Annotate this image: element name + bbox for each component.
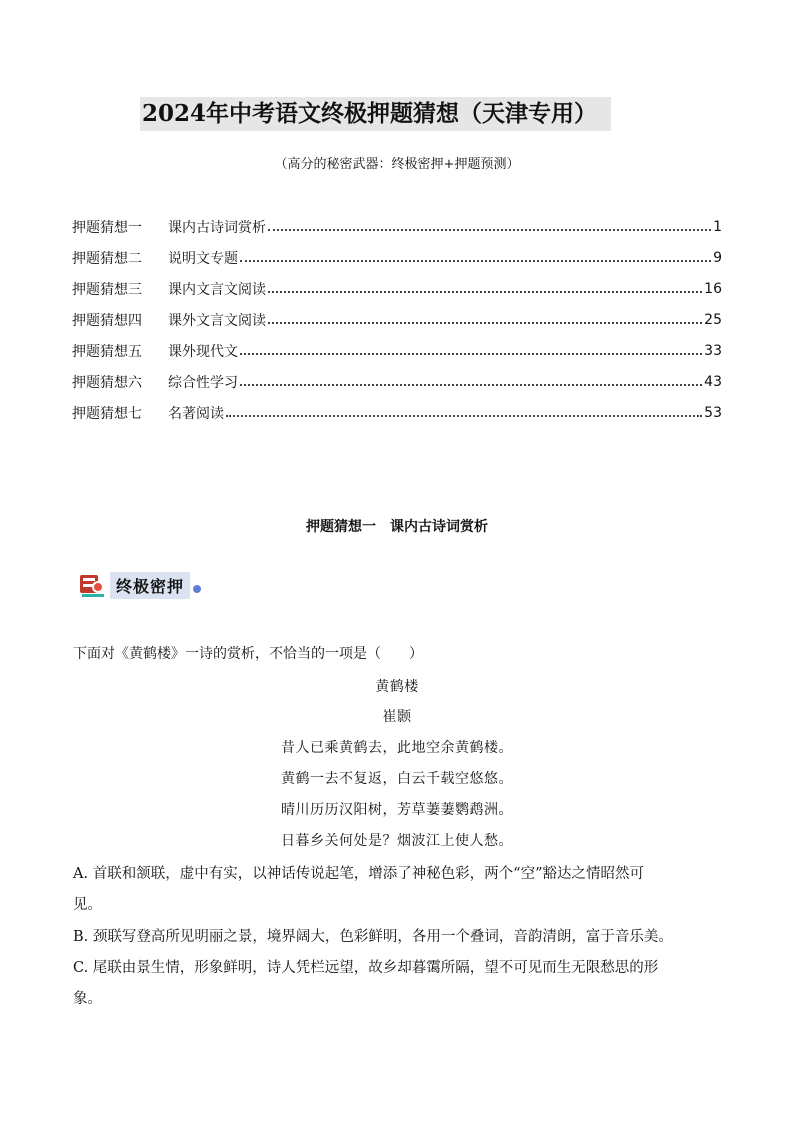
- toc-title: 课内古诗词赏析: [168, 220, 266, 236]
- toc-label: 押题猜想五: [72, 344, 142, 360]
- option-b: B. 颈联写登高所见明丽之景，境界阔大，色彩鲜明，各用一个叠词，音韵清朗，富于音乐美。: [73, 929, 673, 945]
- toc-title: 课内文言文阅读: [168, 282, 266, 298]
- toc-leader: [268, 322, 702, 324]
- document-subtitle: （高分的秘密武器：终极密押+押题预测）: [274, 157, 520, 172]
- toc-label: 押题猜想三: [72, 282, 142, 298]
- option-c: C. 尾联由景生情，形象鲜明，诗人凭栏远望，故乡却暮霭所隔，望不可见而生无限愁思的形: [73, 960, 659, 976]
- toc-label: 押题猜想一: [72, 220, 142, 236]
- banner-label: 终极密押: [110, 572, 190, 599]
- toc-entry[interactable]: [72, 340, 722, 362]
- question-stem: 下面对《黄鹤楼》一诗的赏析，不恰当的一项是（ ）: [73, 646, 423, 662]
- toc-title: 课外文言文阅读: [168, 313, 266, 329]
- toc-leader: [226, 415, 702, 417]
- toc-page: 43: [704, 374, 722, 390]
- toc-title: 课外现代文: [168, 344, 238, 360]
- banner-dot-icon: [193, 585, 201, 593]
- section-banner: [80, 570, 201, 600]
- toc-label: 押题猜想四: [72, 313, 142, 329]
- toc-title: 综合性学习: [168, 375, 238, 391]
- toc-label: 押题猜想二: [72, 251, 142, 267]
- poem-author: 崔颢: [382, 709, 412, 725]
- document-title: 2024年中考语文终极押题猜想（天津专用）: [140, 97, 611, 131]
- toc-entry[interactable]: [72, 402, 722, 424]
- section-heading: 押题猜想一 课内古诗词赏析: [306, 519, 488, 535]
- toc-entry[interactable]: [72, 371, 722, 393]
- poem-line: 日暮乡关何处是？烟波江上使人愁。: [281, 833, 513, 849]
- toc-leader: [268, 229, 711, 231]
- option-a-continued: 见。: [73, 897, 102, 913]
- toc-page: 33: [704, 343, 722, 359]
- toc-page: 1: [713, 219, 722, 235]
- option-c-continued: 象。: [73, 991, 102, 1007]
- toc-leader: [268, 291, 702, 293]
- toc-title: 名著阅读: [168, 406, 224, 422]
- poem-line: 昔人已乘黄鹤去，此地空余黄鹤楼。: [281, 740, 513, 756]
- toc-label: 押题猜想六: [72, 375, 142, 391]
- toc-title: 说明文专题: [168, 251, 238, 267]
- poem-line: 黄鹤一去不复返，白云千载空悠悠。: [281, 771, 513, 787]
- toc-page: 53: [704, 405, 722, 421]
- toc-leader: [240, 353, 702, 355]
- banner-icon: [80, 573, 106, 597]
- toc-page: 25: [704, 312, 722, 328]
- toc-page: 9: [713, 250, 722, 266]
- toc-entry[interactable]: [72, 247, 722, 269]
- toc-leader: [240, 260, 711, 262]
- toc-entry[interactable]: [72, 309, 722, 331]
- toc-entry[interactable]: [72, 278, 722, 300]
- poem-title: 黄鹤楼: [375, 679, 419, 695]
- option-a: A. 首联和颔联，虚中有实，以神话传说起笔，增添了神秘色彩，两个“空”豁达之情昭然可: [73, 866, 645, 882]
- toc-leader: [240, 384, 702, 386]
- toc-page: 16: [704, 281, 722, 297]
- poem-line: 晴川历历汉阳树，芳草萋萋鹦鹉洲。: [281, 802, 513, 818]
- toc-label: 押题猜想七: [72, 406, 142, 422]
- toc-entry[interactable]: [72, 216, 722, 238]
